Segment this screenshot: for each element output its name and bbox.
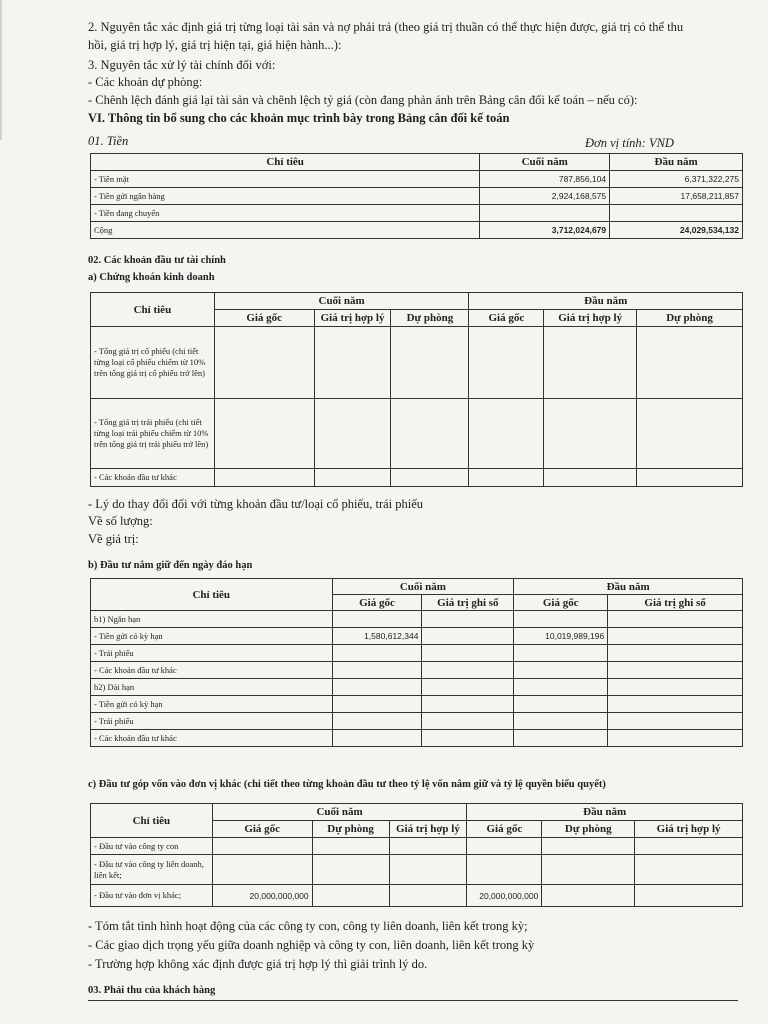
text-line-15: - Tóm tắt tình hình hoạt động của các công ty con, công ty liên doanh, liên kết trong kỳ;: [88, 919, 528, 933]
row-label: - Đầu tư vào công ty con: [91, 838, 213, 855]
divider: [88, 1000, 738, 1001]
row-label: b2) Dài hạn: [91, 679, 333, 696]
cell-value: 17,658,211,857: [610, 188, 743, 205]
col-header: Giá trị hợp lý: [314, 310, 391, 327]
row-label: b1) Ngắn hạn: [91, 611, 333, 628]
col-header: Chỉ tiêu: [91, 579, 333, 611]
col-header: Giá gốc: [514, 595, 608, 611]
cell-value: [480, 205, 610, 222]
table-row: [91, 730, 743, 747]
table-row: [91, 645, 743, 662]
heading-02: 02. Các khoản đầu tư tài chính: [88, 255, 226, 266]
page-edge-shadow: [0, 0, 2, 140]
text-line-12: Về giá trị:: [88, 532, 139, 546]
cell-value: 1,580,612,344: [332, 628, 422, 645]
table-row: [91, 205, 743, 222]
row-label: - Các khoản đầu tư khác: [91, 662, 333, 679]
col-header: Giá trị ghi sổ: [422, 595, 514, 611]
row-label: - Tiền gửi có kỳ hạn: [91, 696, 333, 713]
table-row: [91, 679, 743, 696]
cell-value: 10,019,989,196: [514, 628, 608, 645]
col-header: Dự phòng: [542, 821, 635, 838]
text-line-2: hồi, giá trị hợp lý, giá trị hiện tại, giá hiện hành...):: [88, 38, 342, 52]
table-row: [91, 885, 743, 907]
row-label: - Đầu tư vào đơn vị khác;: [91, 885, 213, 907]
table-row: [91, 662, 743, 679]
col-header: Giá gốc: [469, 310, 544, 327]
cell-value: 6,371,322,275: [610, 171, 743, 188]
row-label: Cộng: [91, 222, 480, 239]
text-line-3: 3. Nguyên tắc xử lý tài chính đối với:: [88, 58, 276, 72]
table-row: [91, 611, 743, 628]
table-row: [91, 696, 743, 713]
cash-table: [90, 153, 743, 239]
col-header: Chỉ tiêu: [91, 154, 480, 171]
col-header: Giá trị ghi sổ: [608, 595, 743, 611]
text-line-11: Về số lượng:: [88, 514, 153, 528]
row-label: - Các khoản đầu tư khác: [91, 469, 215, 487]
row-label: - Đầu tư vào công ty liên doanh, liên kết;: [91, 855, 213, 885]
section-heading-vi: VI. Thông tin bổ sung cho các khoản mục trình bày trong Bảng cân đối kế toán: [88, 111, 510, 125]
heading-01-tien: 01. Tiền: [88, 134, 129, 148]
cell-value: 3,712,024,679: [480, 222, 610, 239]
table-row: [91, 188, 743, 205]
row-label: - Các khoản đầu tư khác: [91, 730, 333, 747]
table-row: [91, 469, 743, 487]
row-label: - Tiền mặt: [91, 171, 480, 188]
text-line-4: - Các khoản dự phòng:: [88, 75, 203, 89]
col-header: Dự phòng: [312, 821, 389, 838]
table-row-total: [91, 222, 743, 239]
text-line-1: 2. Nguyên tắc xác định giá trị từng loại tài sản và nợ phải trả (theo giá trị thuần có thể thực hiện được, giá trị có thể thu: [88, 20, 684, 34]
col-group-header: Cuối năm: [332, 579, 514, 595]
row-label: - Trái phiếu: [91, 713, 333, 730]
heading-b: b) Đầu tư nắm giữ đến ngày đáo hạn: [88, 560, 253, 571]
cell-value: 24,029,534,132: [610, 222, 743, 239]
col-header: Giá trị hợp lý: [544, 310, 637, 327]
cell-value: 20,000,000,000: [212, 885, 312, 907]
cell-value: 20,000,000,000: [467, 885, 542, 907]
capital-contribution-table: [90, 803, 743, 907]
col-header: Giá gốc: [467, 821, 542, 838]
col-header: Dự phòng: [391, 310, 469, 327]
row-label: - Trái phiếu: [91, 645, 333, 662]
row-label: - Tiền đang chuyển: [91, 205, 480, 222]
col-header: Chỉ tiêu: [91, 804, 213, 838]
row-label: - Tiền gửi có kỳ hạn: [91, 628, 333, 645]
col-header: Giá gốc: [214, 310, 314, 327]
text-line-10: - Lý do thay đổi đối với từng khoản đầu tư/loại cổ phiếu, trái phiếu: [88, 497, 424, 511]
cell-value: 787,856,104: [480, 171, 610, 188]
trading-securities-table: [90, 292, 743, 487]
col-header: Giá gốc: [212, 821, 312, 838]
heading-c: c) Đầu tư góp vốn vào đơn vị khác (chi tiết theo từng khoản đầu tư theo tỷ lệ vốn nắm giữ và tỷ lệ quyền biểu quyết): [88, 779, 606, 790]
col-header: Chỉ tiêu: [91, 293, 215, 327]
col-header: Giá trị hợp lý: [635, 821, 743, 838]
table-row: [91, 628, 743, 645]
col-header: Giá gốc: [332, 595, 422, 611]
col-group-header: Đầu năm: [514, 579, 743, 595]
text-line-5: - Chênh lệch đánh giá lại tài sản và chênh lệch tỷ giá (còn đang phản ánh trên Bảng cân đối kế toán – nếu có):: [88, 93, 638, 107]
col-header: Đầu năm: [610, 154, 743, 171]
text-line-16: - Các giao dịch trọng yếu giữa doanh nghiệp và công ty con, liên doanh, liên kết trong kỳ: [88, 938, 535, 952]
col-header: Giá trị hợp lý: [389, 821, 467, 838]
cell-value: [610, 205, 743, 222]
col-group-header: Cuối năm: [214, 293, 469, 310]
table-row: [91, 399, 743, 469]
col-group-header: Đầu năm: [467, 804, 743, 821]
heading-03: 03. Phải thu của khách hàng: [88, 985, 216, 996]
table-row: [91, 838, 743, 855]
held-to-maturity-table: [90, 578, 743, 747]
unit-label: Đơn vị tính: VND: [585, 136, 674, 150]
col-header: Cuối năm: [480, 154, 610, 171]
text-line-17: - Trường hợp không xác định được giá trị hợp lý thì giải trình lý do.: [88, 957, 428, 971]
col-group-header: Đầu năm: [469, 293, 743, 310]
heading-a: a) Chứng khoán kinh doanh: [88, 272, 215, 283]
row-label: - Tiền gửi ngân hàng: [91, 188, 480, 205]
row-label: - Tổng giá trị cổ phiếu (chi tiết từng loại cổ phiếu chiếm từ 10% trên tổng giá trị cổ phiếu trở lên): [91, 327, 215, 399]
row-label: - Tổng giá trị trái phiếu (chi tiết từng loại trái phiếu chiếm từ 10% trên tổng giá trị trái phiếu trở lên): [91, 399, 215, 469]
cell-value: 2,924,168,575: [480, 188, 610, 205]
table-row: [91, 855, 743, 885]
col-group-header: Cuối năm: [212, 804, 467, 821]
col-header: Dự phòng: [637, 310, 743, 327]
table-row: [91, 171, 743, 188]
table-row: [91, 713, 743, 730]
table-row: [91, 327, 743, 399]
